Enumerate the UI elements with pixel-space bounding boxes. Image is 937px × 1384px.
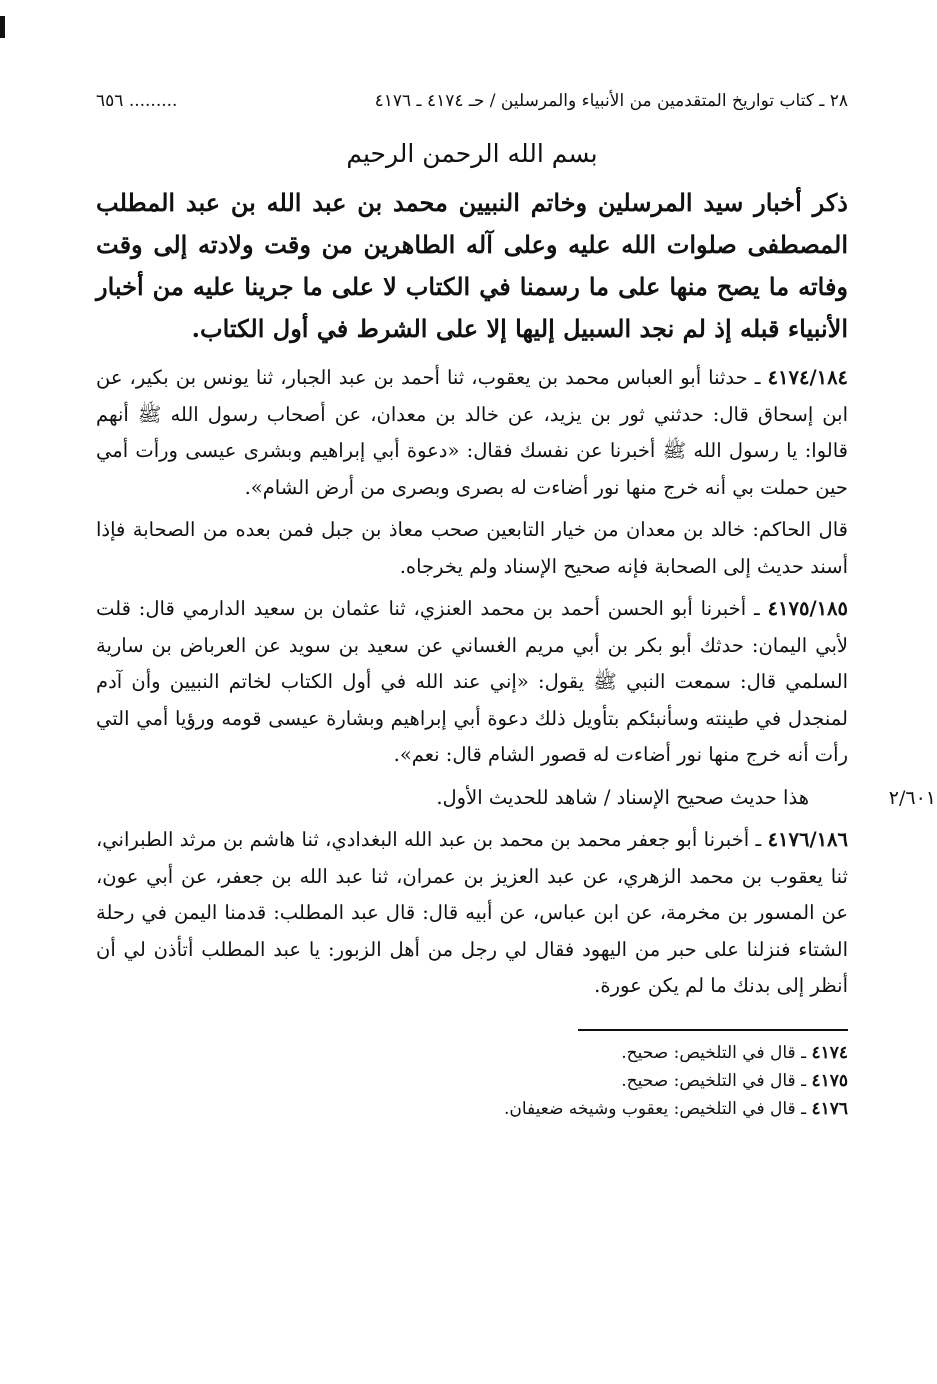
comment-text: قال الحاكم: خالد بن معدان من خيار التابعين صحب معاذ بن جبل فمن بعده من الصحابة فإذا أسند حديث إلى الصحابة فإنه صحيح الإسناد ولم يخرجاه. [96,518,848,578]
footnote-divider [578,1029,848,1031]
footnote-text: ـ قال في التلخيص: صحيح. [621,1042,807,1063]
footnote-item [96,1039,848,1067]
hadith-text: ـ أخبرنا أبو جعفر محمد بن محمد بن عبد الله البغدادي، ثنا هاشم بن مرثد الطبراني، ثنا يعقوب بن محمد الزهري، عن عبد العزيز بن عمران، ثنا عبد الله بن جعفر، عن أبي عون، عن المسور بن مخرمة، عن ابن عباس، عن أبيه قال: قال عبد المطلب: قدمنا اليمن في رحلة الشتاء فنزلنا على حبر من اليهود فقال لي رجل من أهل الزبور: يا عبد المطلب أتأذن لي أن أنظر إلى بدنك ما لم يكن عورة. [96,828,848,997]
hadith-4176 [96,822,848,1005]
header-page-number [96,88,177,114]
margin-volume-page-note: ٢/٦٠١ [888,786,936,809]
hadith-number: ٤١٧٦/١٨٦ [767,828,848,851]
basmala: بسم الله الرحمن الرحيم [346,139,598,168]
running-header [96,88,848,114]
hadith-text: ـ حدثنا أبو العباس محمد بن يعقوب، ثنا أحمد بن عبد الجبار، ثنا يونس بن بكير، عن ابن إسحاق قال: حدثني ثور بن يزيد، عن خالد بن معدان، عن أصحاب رسول الله ﷺ أنهم قالوا: يا رسول الله ﷺ أخبرنا عن نفسك فقال: «دعوة أبي إبراهيم وبشرى عيسى ورأت أمي حين حملت بي أنه خرج منها نور أضاءت له بصرى وبصرى من أرض الشام». [96,366,848,499]
header-title: ٢٨ ـ كتاب تواريخ المتقدمين من الأنبياء والمرسلين / حـ ٤١٧٤ ـ ٤١٧٦ [374,91,848,111]
footnote-item [96,1095,848,1123]
hadith-4175 [96,591,848,774]
hadith-number: ٤١٧٥/١٨٥ [767,597,848,620]
page-edge-mark [0,16,5,38]
header-dots: ......... [128,91,178,111]
witness-text: هذا حديث صحيح الإسناد / شاهد للحديث الأول. [436,785,809,809]
footnote-number: ٤١٧٥ [811,1070,848,1091]
footnote-number: ٤١٧٦ [811,1098,848,1119]
hadith-4174 [96,360,848,506]
chapter-title: ذكر أخبار سيد المرسلين وخاتم النبيين محمد بن عبد الله بن عبد المطلب المصطفى صلوات الله عليه وعلى آله الطاهرين من وقت ولادته إلى وقت وفاته ما يصح منها على ما رسمنا في الكتاب لا على ما جرينا عليه من أخبار الأنبياء قبله إذ لم نجد السبيل إليها إلا على الشرط في أول الكتاب. [96,188,848,343]
hakim-comment [96,512,848,585]
book-page [96,88,936,1123]
footnote-number: ٤١٧٤ [811,1042,848,1063]
footnote-item [96,1067,848,1095]
witness-line [96,780,936,817]
hadith-text: ـ أخبرنا أبو الحسن أحمد بن محمد العنزي، ثنا عثمان بن سعيد الدارمي قال: قلت لأبي اليمان: حدثك أبو بكر بن أبي مريم الغساني عن سعيد بن سويد عن العرباض بن سارية السلمي قال: سمعت النبي ﷺ يقول: «إني عند الله في أول الكتاب لخاتم النبيين وأن آدم لمنجدل في طينته وسأنبئكم بتأويل ذلك دعوة أبي إبراهيم وبشارة عيسى قومه ورؤيا أمي التي رأت أنه خرج منها نور أضاءت له قصور الشام قال: نعم». [96,597,848,766]
footnote-text: ـ قال في التلخيص: يعقوب وشيخه ضعيفان. [503,1098,807,1119]
hadith-number: ٤١٧٤/١٨٤ [767,366,849,389]
footnote-text: ـ قال في التلخيص: صحيح. [621,1070,807,1091]
page-number: ٦٥٦ [96,91,124,111]
